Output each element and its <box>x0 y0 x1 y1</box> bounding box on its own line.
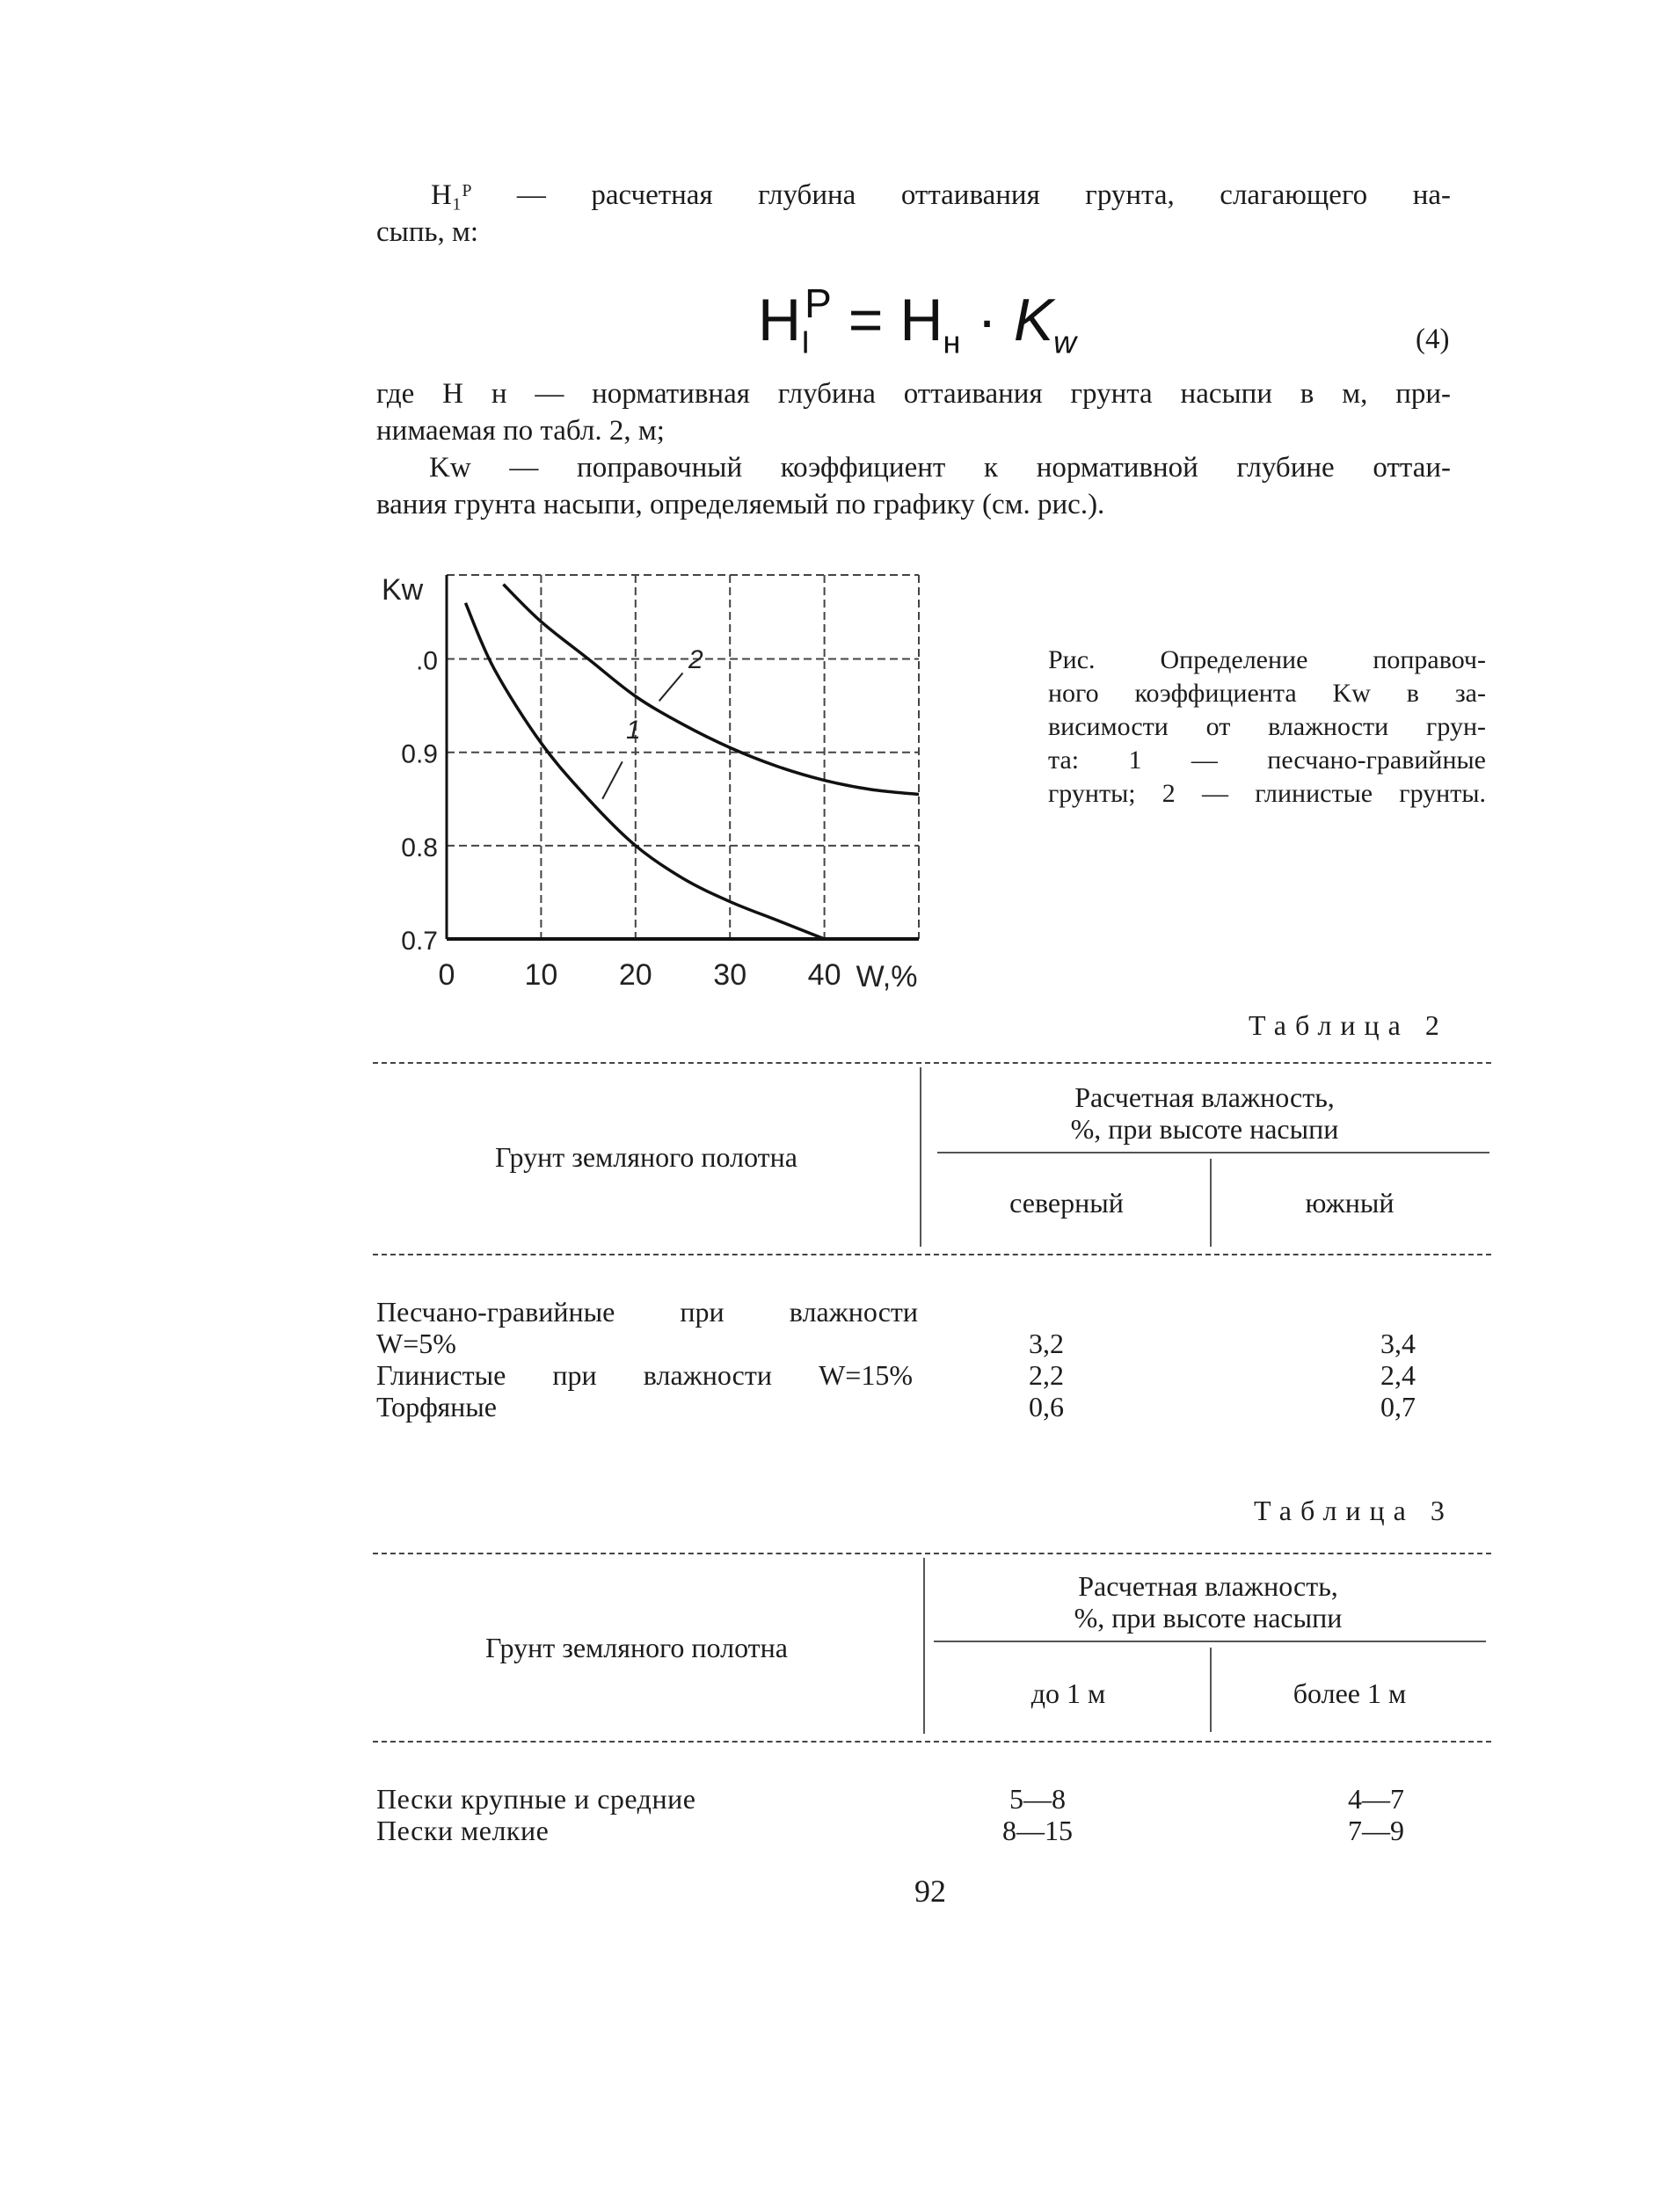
formula-lhs: H <box>758 287 802 353</box>
table2-sub-1: северный <box>1009 1187 1124 1219</box>
formula-h-sub: н <box>943 324 961 360</box>
formula-k: K <box>1013 287 1054 353</box>
intro-line-1-text: — расчетная глубина оттаивания грунта, слагающего на- <box>516 179 1451 211</box>
table3-row2-v2: 7—9 <box>1348 1815 1404 1846</box>
table2-caption: Таблица 2 <box>1249 1009 1448 1041</box>
x-tick-10: 10 <box>524 958 558 992</box>
table2-header-rule <box>373 1254 1491 1255</box>
table3-col-divider <box>923 1558 925 1734</box>
formula-h: H <box>899 287 943 353</box>
table2-group-header-2: %, при высоте насыпи <box>1070 1113 1339 1145</box>
table2-row3-label: Торфяные <box>376 1391 497 1423</box>
table3-caption: Таблица 3 <box>1254 1495 1453 1526</box>
table2-sub-2: южный <box>1305 1187 1394 1219</box>
formula-lhs-sup: P <box>805 280 832 326</box>
x-tick-20: 20 <box>618 958 652 992</box>
chart-grid <box>447 575 919 939</box>
table2-row3-v2: 0,7 <box>1380 1391 1416 1423</box>
formula <box>758 280 1076 361</box>
def2-line2: вания грунта насыпи, определяемый по графику (см. рис.). <box>376 489 1105 520</box>
series-2-leader <box>659 673 683 701</box>
caption-line-1: Рис. Определение поправоч- <box>1048 645 1486 674</box>
table2-top-rule <box>373 1062 1491 1064</box>
table3-row1-v1: 5—8 <box>1009 1783 1066 1815</box>
table3-col-header: Грунт земляного полотна <box>485 1632 788 1663</box>
table2-row3-v1: 0,6 <box>1029 1391 1064 1423</box>
table3-header-rule <box>373 1741 1491 1743</box>
def1-line1: где H н — нормативная глубина оттаивания грунта насыпи в м, при- <box>376 378 1451 410</box>
formula-lhs-sub: I <box>801 324 811 360</box>
def1-line2: нимаемая по табл. 2, м; <box>376 415 665 447</box>
series-2-label: 2 <box>688 645 703 675</box>
table3-group-header-2: %, при высоте насыпи <box>1074 1602 1343 1634</box>
table2-group-header-1: Расчетная влажность, <box>1074 1081 1335 1113</box>
chart-lines <box>465 585 919 939</box>
formula-dot: · <box>977 287 997 353</box>
formula-k-sub: w <box>1053 324 1077 360</box>
table2-col-header: Грунт земляного полотна <box>495 1141 797 1173</box>
table3-row1-label: Пески крупные и средние <box>376 1783 696 1815</box>
x-tick-40: 40 <box>807 958 841 992</box>
kw-chart <box>369 563 985 1020</box>
series-1-label: 1 <box>626 715 641 745</box>
table2-row2-label: Глинистые при влажности W=15% <box>376 1359 913 1391</box>
chart-axes <box>447 575 919 939</box>
page-number: 92 <box>914 1874 946 1909</box>
table2-col-divider <box>920 1067 921 1247</box>
y-tick-.0: .0 <box>415 646 438 676</box>
table3-sub-divider <box>1210 1648 1212 1732</box>
table3-top-rule <box>373 1553 1491 1554</box>
intro-term: H₁ᴾ <box>431 179 472 211</box>
y-tick-0.9: 0.9 <box>401 739 438 769</box>
table2-sub-divider <box>1210 1159 1212 1247</box>
table2-row1-label1: Песчано-гравийные при влажности <box>376 1296 918 1328</box>
y-tick-0.7: 0.7 <box>401 927 438 956</box>
table3-sub-2: более 1 м <box>1293 1677 1407 1709</box>
formula-eq: = <box>848 287 884 353</box>
x-tick-0: 0 <box>438 958 455 992</box>
caption-line-3: висимости от влажности грун- <box>1048 712 1486 741</box>
formula-number: (4) <box>1416 324 1450 355</box>
table3-sub-1: до 1 м <box>1030 1677 1106 1709</box>
figure-caption <box>1048 644 1486 811</box>
table3-row2-v1: 8—15 <box>1002 1815 1073 1846</box>
caption-line-4: та: 1 — песчано-гравийные <box>1048 746 1486 775</box>
table3-sub-rule <box>934 1641 1486 1642</box>
table2-row2-v2: 2,4 <box>1380 1359 1416 1391</box>
def2-line1: Kw — поправочный коэффициент к нормативной глубине оттаи- <box>429 452 1451 484</box>
intro-line-2: сыпь, м: <box>376 216 479 248</box>
table2-row1-v1: 3,2 <box>1029 1328 1064 1359</box>
table2-sub-rule <box>937 1152 1489 1153</box>
series-1-leader <box>602 761 623 798</box>
series-line-2 <box>503 585 919 795</box>
table3-group-header-1: Расчетная влажность, <box>1078 1570 1338 1602</box>
table2-row2-v1: 2,2 <box>1029 1359 1064 1391</box>
table3-row2-label: Пески мелкие <box>376 1815 550 1846</box>
y-axis-label: Kw <box>382 573 424 607</box>
x-axis-label: W,% <box>856 960 918 993</box>
caption-line-2: ного коэффициента Kw в за- <box>1048 679 1486 708</box>
series-line-1 <box>465 603 824 939</box>
x-tick-30: 30 <box>713 958 747 992</box>
table3-row1-v2: 4—7 <box>1348 1783 1404 1815</box>
y-tick-0.8: 0.8 <box>401 833 438 862</box>
intro-line-1 <box>431 174 1451 216</box>
table2-row1-label2: W=5% <box>376 1328 456 1359</box>
table2-row1-v2: 3,4 <box>1380 1328 1416 1359</box>
caption-line-5: грунты; 2 — глинистые грунты. <box>1048 779 1486 808</box>
